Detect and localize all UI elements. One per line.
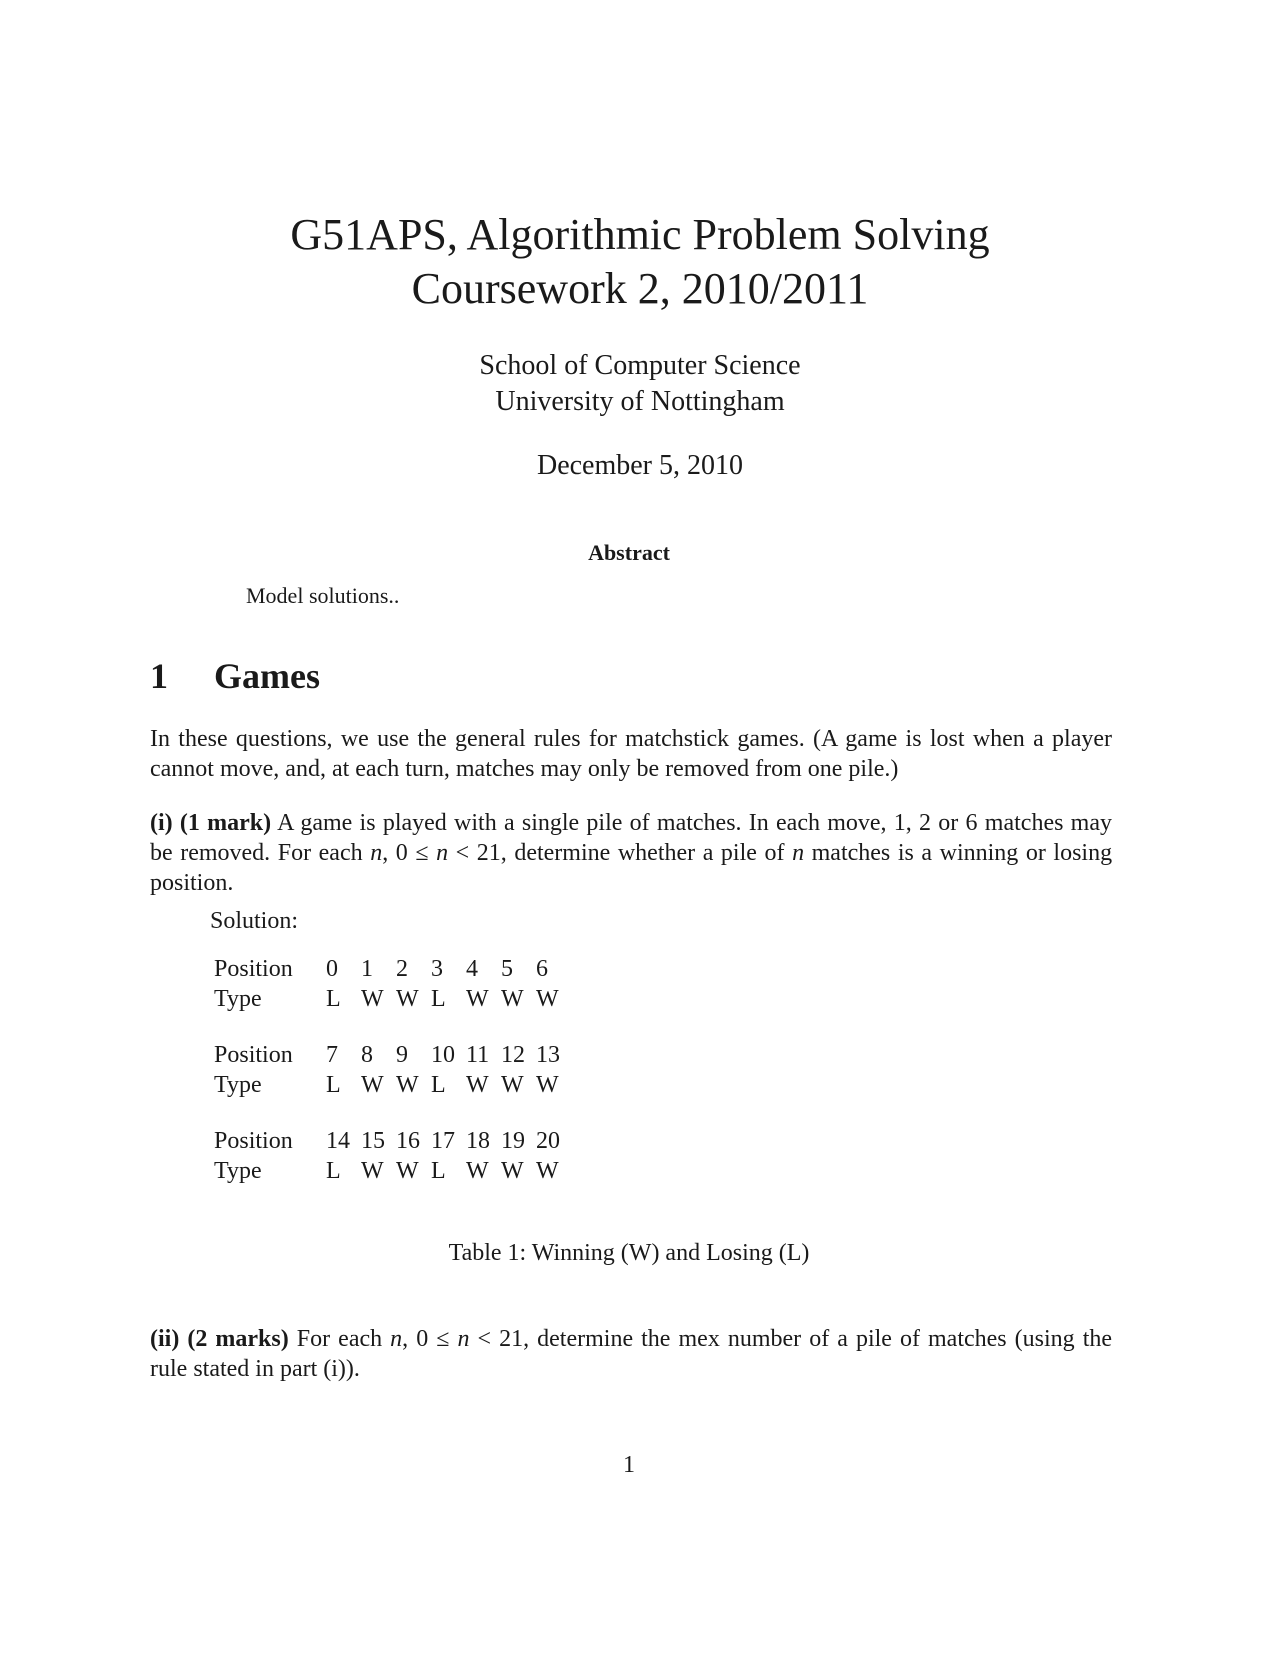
type-row [214, 984, 571, 1014]
question-ii-text-a: For each [296, 1326, 383, 1352]
position-label: Position [214, 1042, 293, 1068]
position-cell: 0 [326, 956, 338, 982]
page-number: 1 [623, 1452, 635, 1478]
title-line-1: G51APS, Algorithmic Problem Solving [290, 210, 990, 259]
position-cell: 5 [501, 956, 513, 982]
position-cell: 3 [431, 956, 443, 982]
school-name: School of Computer Science [479, 350, 801, 381]
question-ii-var-n: n [390, 1326, 403, 1352]
section-title: Games [214, 656, 320, 696]
type-cell: L [326, 1072, 341, 1098]
position-table-group-1 [214, 954, 571, 1014]
question-i-var-n-range: n [436, 840, 449, 866]
section-heading [150, 655, 320, 697]
type-cell: L [431, 1072, 446, 1098]
section-intro: In these questions, we use the general rules for matchstick games. (A game is lost when a player cannot move, and, at each turn, matches may only be removed from one pile.) [150, 726, 1112, 782]
type-cell: L [431, 1158, 446, 1184]
question-i-var-n: n [370, 840, 383, 866]
position-cell: 8 [361, 1042, 373, 1068]
type-cell: W [466, 986, 489, 1012]
abstract-heading: Abstract [588, 540, 670, 565]
type-cell: W [501, 1158, 524, 1184]
type-cell: W [501, 986, 524, 1012]
position-cell: 9 [396, 1042, 408, 1068]
position-row [214, 1040, 571, 1070]
position-label: Position [214, 956, 293, 982]
type-row [214, 1156, 571, 1186]
type-cell: W [536, 986, 559, 1012]
position-label: Position [214, 1128, 293, 1154]
type-cell: W [396, 1158, 419, 1184]
position-cell: 7 [326, 1042, 338, 1068]
type-cell: W [361, 986, 384, 1012]
question-ii-range-post: < 21, determine the mex number of a pile of matches (using the rule stated in part (i)). [150, 1326, 1113, 1382]
solution-label: Solution: [210, 908, 299, 934]
question-i-var-n-tail: n [792, 840, 805, 866]
question-ii-label: (ii) [150, 1326, 180, 1352]
type-cell: W [536, 1072, 559, 1098]
position-table-group-3 [214, 1126, 571, 1186]
question-i-range-pre: 0 ≤ [395, 840, 429, 866]
question-ii: (ii) (2 marks) For each n, 0 ≤ n < 21, determine the mex number of a pile of matches (using the rule stated in part (i)). [150, 1326, 1113, 1382]
type-cell: W [466, 1158, 489, 1184]
position-cell: 14 [326, 1128, 350, 1154]
type-cell: W [396, 1072, 419, 1098]
type-row [214, 1070, 571, 1100]
university-name: University of Nottingham [495, 386, 785, 417]
abstract-body: Model solutions.. [246, 583, 400, 608]
position-cell: 18 [466, 1128, 490, 1154]
type-label: Type [214, 1158, 262, 1184]
type-cell: W [466, 1072, 489, 1098]
date-block [0, 448, 1280, 484]
type-cell: W [536, 1158, 559, 1184]
table-caption: Table 1: Winning (W) and Losing (L) [448, 1240, 810, 1266]
position-cell: 10 [431, 1042, 455, 1068]
type-cell: L [326, 1158, 341, 1184]
position-cell: 2 [396, 956, 408, 982]
type-cell: W [501, 1072, 524, 1098]
position-cell: 4 [466, 956, 478, 982]
position-cell: 19 [501, 1128, 525, 1154]
question-i-range-post: < 21, determine whether a pile of [455, 840, 785, 866]
position-cell: 12 [501, 1042, 525, 1068]
position-cell: 17 [431, 1128, 455, 1154]
type-cell: W [396, 986, 419, 1012]
position-cell: 16 [396, 1128, 420, 1154]
type-cell: L [326, 986, 341, 1012]
title-line-2: Coursework 2, 2010/2011 [411, 264, 869, 313]
question-ii-range-pre: 0 ≤ [416, 1326, 450, 1352]
position-cell: 1 [361, 956, 373, 982]
question-i-marks: (1 mark) [179, 810, 272, 836]
question-i-label: (i) [150, 810, 173, 836]
position-row [214, 954, 571, 984]
position-cell: 6 [536, 956, 548, 982]
question-i-text-b: matches is a winning or losing position. [150, 840, 1113, 896]
position-cell: 15 [361, 1128, 385, 1154]
position-row [214, 1126, 571, 1156]
position-cell: 11 [466, 1042, 490, 1068]
type-label: Type [214, 986, 262, 1012]
title-block [0, 208, 1280, 316]
document-date: December 5, 2010 [536, 450, 744, 481]
position-table-group-2 [214, 1040, 571, 1100]
section-number: 1 [150, 656, 168, 696]
question-ii-var-n-range: n [457, 1326, 470, 1352]
question-i: (i) (1 mark) A game is played with a single pile of matches. In each move, 1, 2 or 6 matches may be removed. For each n, 0 ≤ n < 21, determine whether a pile of n matches is a winning or losing position. [150, 810, 1113, 896]
affiliation-block [0, 348, 1280, 420]
position-cell: 13 [536, 1042, 560, 1068]
question-i-text-a: A game is played with a single pile of matches. In each move, 1, 2 or 6 matches may be removed. For each [150, 810, 1113, 866]
type-cell: W [361, 1072, 384, 1098]
question-ii-marks: (2 marks) [187, 1326, 289, 1352]
type-label: Type [214, 1072, 262, 1098]
type-cell: L [431, 986, 446, 1012]
position-cell: 20 [536, 1128, 560, 1154]
type-cell: W [361, 1158, 384, 1184]
